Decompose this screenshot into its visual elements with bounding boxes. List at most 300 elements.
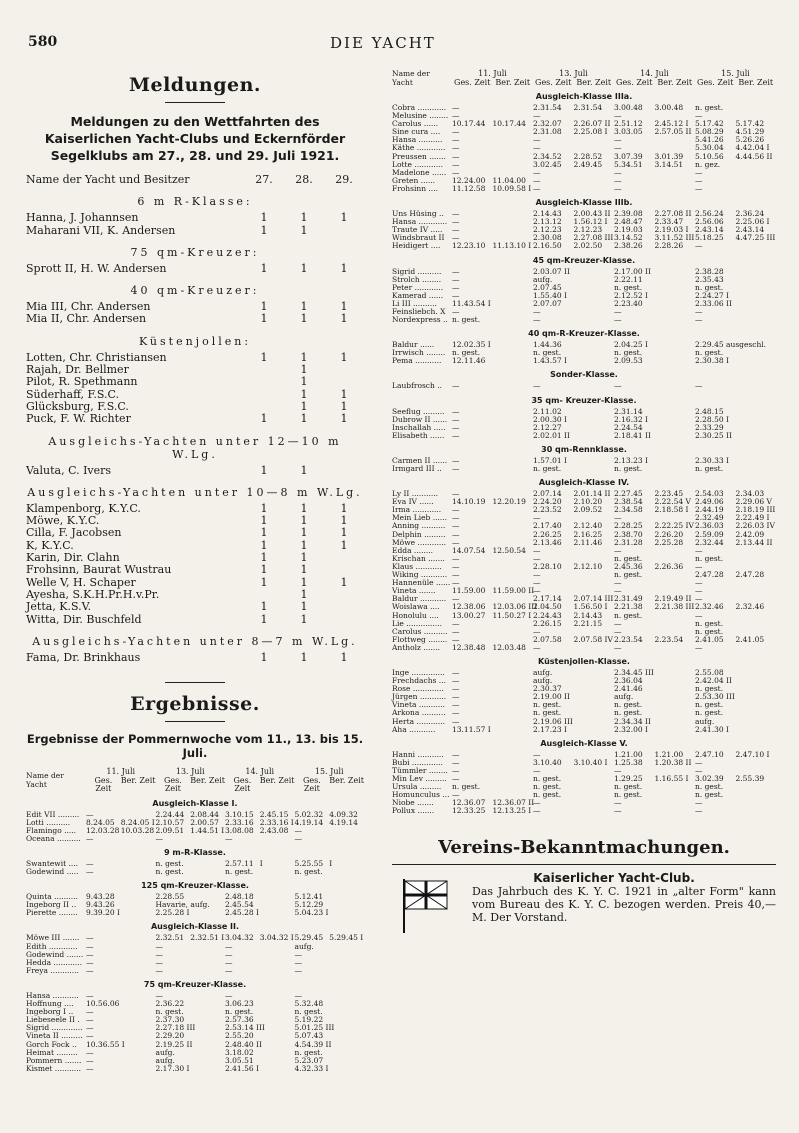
time-cell: 2.29.45 ausgeschl. <box>695 340 767 350</box>
time-cell <box>493 571 534 579</box>
class-heading: Ausgleich-Klasse I. <box>152 798 238 808</box>
time-cell <box>493 104 534 112</box>
time-cell: — <box>695 578 703 588</box>
time-cell <box>493 316 534 324</box>
time-cell: 2.19.06 III <box>533 716 573 726</box>
time-cell: 2.03.07 II <box>533 266 570 276</box>
time-cell: — <box>533 306 541 316</box>
time-cell: — <box>614 586 622 596</box>
time-cell: 2.59.09 <box>695 529 724 539</box>
day-mark: 1 <box>260 223 268 237</box>
time-cell <box>329 992 364 1000</box>
time-cell: 5.02.32 <box>294 809 324 819</box>
class-heading: 125 qm-Kreuzer-Klasse. <box>141 881 249 891</box>
time-cell <box>121 909 156 917</box>
time-cell: — <box>614 175 622 185</box>
time-cell: 8.24.05 I <box>120 817 155 827</box>
time-cell: — <box>533 570 541 580</box>
table-row <box>392 539 776 547</box>
table-row <box>392 185 776 193</box>
yacht-name: Strolch ........ <box>392 274 442 284</box>
time-cell <box>493 767 534 775</box>
time-cell <box>736 300 777 308</box>
time-cell: n. gest. <box>533 782 562 792</box>
time-cell: 2.27.45 <box>614 489 643 499</box>
time-cell: 11.13.10 I <box>492 241 532 251</box>
time-cell: 5.18.25 <box>695 233 724 243</box>
time-cell <box>655 185 696 193</box>
time-cell: 3.07.39 <box>614 151 643 161</box>
table-row <box>392 432 776 440</box>
time-cell: 2.34.58 <box>614 505 643 515</box>
yacht-name: Irrwisch ........ <box>392 348 446 358</box>
ges-label: Ges. Zeit <box>163 775 182 794</box>
time-cell <box>574 783 615 791</box>
day-mark: 1 <box>260 650 268 664</box>
time-cell <box>121 868 156 876</box>
time-cell <box>329 967 364 975</box>
yacht-owner: Fama, Dr. Brinkhaus <box>26 650 141 664</box>
entry-row <box>26 652 364 664</box>
time-cell: Havarie, aufg. <box>155 900 210 910</box>
time-cell: 12.50.54 <box>492 545 526 555</box>
time-cell: — <box>452 790 460 800</box>
time-cell <box>736 587 777 595</box>
time-cell <box>736 685 777 693</box>
class-heading: 9 m-R-Klasse. <box>164 848 226 857</box>
yacht-name: Heidigert .... <box>392 241 441 251</box>
time-cell: 2.30.37 <box>533 684 562 694</box>
time-cell: 2.19.03 <box>614 225 643 235</box>
table-row <box>392 465 776 473</box>
time-cell <box>190 967 225 975</box>
time-cell: — <box>452 151 460 161</box>
time-cell: 2.56.06 <box>695 217 724 227</box>
yacht-name: Niobe ....... <box>392 798 434 808</box>
time-cell: 2.41.05 <box>735 634 765 644</box>
time-cell: I <box>329 859 333 868</box>
time-cell <box>655 644 696 652</box>
time-cell: 2.32.46 <box>695 602 724 612</box>
time-cell <box>190 992 225 1000</box>
time-cell: n. gest. <box>695 282 724 292</box>
day-mark: 1 <box>300 575 308 589</box>
yacht-owner: Mia III, Chr. Andersen <box>26 300 151 314</box>
time-cell: 2.28.25 <box>614 521 643 531</box>
time-cell: 3.10.40 I <box>573 757 608 767</box>
time-cell <box>493 382 534 390</box>
day-mark: 1 <box>300 563 308 577</box>
time-cell <box>493 349 534 357</box>
yacht-owner: K, K.Y.C. <box>26 538 74 552</box>
time-cell: 2.17.00 II <box>614 266 651 276</box>
time-cell: 2.33.29 <box>695 422 724 432</box>
time-cell <box>655 341 696 349</box>
entry-row <box>26 313 364 325</box>
time-cell: 1.21.00 <box>614 749 643 759</box>
time-cell: — <box>452 667 460 677</box>
time-cell: 2.21.38 <box>614 602 643 612</box>
class-heading: Ausgleichs-Yachten unter 12—10 m W.Lg. <box>48 434 342 461</box>
time-cell: — <box>452 127 460 137</box>
time-cell: 2.45.12 I <box>654 119 689 129</box>
time-cell <box>574 382 615 390</box>
time-cell <box>736 612 777 620</box>
time-cell <box>736 807 777 815</box>
time-cell: — <box>155 990 163 1000</box>
time-cell: 2.32.51 I <box>190 933 225 943</box>
time-cell: 2.41.56 I <box>225 1063 259 1073</box>
time-cell <box>655 292 696 300</box>
time-cell: 2.25.06 I <box>735 217 770 227</box>
time-cell: 2.55.08 <box>695 667 724 677</box>
time-cell: — <box>614 545 622 555</box>
time-cell: 2.38.26 <box>614 241 643 251</box>
time-cell: — <box>452 561 460 571</box>
time-cell <box>655 677 696 685</box>
table-row <box>392 308 776 316</box>
time-cell: 2.45.15 <box>259 809 289 819</box>
time-cell <box>655 169 696 177</box>
time-cell: n. gest. <box>452 348 481 358</box>
day-mark: 1 <box>300 514 308 528</box>
time-cell: 2.38.28 <box>695 266 724 276</box>
time-cell <box>493 563 534 571</box>
time-cell: 5.26.26 <box>735 135 765 145</box>
time-cell: 2.08.44 <box>190 809 219 819</box>
table-row <box>392 177 776 185</box>
time-cell: 1.44.51 I <box>190 825 225 835</box>
time-cell: 2.48.18 <box>225 892 254 902</box>
time-cell: — <box>294 833 302 843</box>
day-mark: 1 <box>340 514 348 528</box>
time-cell <box>655 424 696 432</box>
time-cell: 2.14.43 <box>533 209 562 219</box>
time-cell <box>655 685 696 693</box>
time-cell: 11.43.54 I <box>452 298 491 308</box>
time-cell <box>121 1065 156 1073</box>
yacht-owner: Klampenborg, K.Y.C. <box>26 501 141 515</box>
time-cell <box>121 943 156 951</box>
time-cell <box>736 718 777 726</box>
time-cell: — <box>452 143 460 153</box>
time-cell: 5.10.56 <box>695 151 724 161</box>
time-cell: n. gest. <box>695 708 724 718</box>
time-cell: 2.07.14 <box>533 489 562 499</box>
time-cell: 2.32.00 I <box>614 724 648 734</box>
table-row <box>392 300 776 308</box>
time-cell: 2.38.70 <box>614 529 643 539</box>
date-label: 15. Juli <box>314 767 344 777</box>
time-cell <box>574 349 615 357</box>
day-mark: 1 <box>260 575 268 589</box>
time-cell: — <box>225 990 233 1000</box>
time-cell <box>736 677 777 685</box>
time-cell: 2.57.05 II <box>654 127 692 137</box>
time-cell <box>655 709 696 717</box>
time-cell: — <box>695 610 703 620</box>
yacht-name: Delphin ......... <box>392 529 446 539</box>
results-table <box>392 457 776 473</box>
day-mark: 1 <box>260 312 268 326</box>
time-cell <box>736 242 777 250</box>
time-cell: — <box>86 1055 94 1065</box>
time-cell <box>260 1032 295 1040</box>
time-cell <box>260 1008 295 1016</box>
time-cell: — <box>452 537 460 547</box>
time-cell: 12.03.06 III <box>492 602 538 612</box>
time-cell <box>655 408 696 416</box>
time-cell <box>260 868 295 876</box>
time-cell: n. gest. <box>695 782 724 792</box>
day-mark: 1 <box>300 650 308 664</box>
results-table <box>26 934 364 974</box>
time-cell <box>493 628 534 636</box>
day-mark <box>324 364 364 376</box>
day-mark <box>324 376 364 388</box>
time-cell: 3.00.48 <box>654 103 684 112</box>
time-cell: — <box>533 545 541 555</box>
day-mark: 1 <box>260 551 268 565</box>
time-cell <box>736 669 777 677</box>
time-cell <box>329 893 364 901</box>
right-column <box>392 70 776 924</box>
time-cell: 1.55.40 I <box>533 290 567 300</box>
yacht-name: Honolulu .... <box>392 610 439 620</box>
yacht-name: Preussen ....... <box>392 151 446 161</box>
time-cell: 2.34.52 <box>533 151 562 161</box>
time-cell: 2.26.07 II <box>573 119 611 129</box>
time-cell: 2.12.10 <box>573 561 603 571</box>
ber-label: Ber. Zeit <box>495 77 531 87</box>
time-cell <box>329 1065 364 1073</box>
time-cell: — <box>294 990 302 1000</box>
time-cell <box>493 783 534 791</box>
time-cell: — <box>614 513 622 523</box>
time-cell: 12.11.46 <box>452 356 486 366</box>
results-table <box>392 104 776 193</box>
time-cell: — <box>533 553 541 563</box>
time-cell: 2.47.28 <box>695 570 724 580</box>
time-cell: — <box>155 941 163 951</box>
time-cell: — <box>695 315 703 325</box>
yacht-name: Bubi ............. <box>392 757 443 767</box>
time-cell: 12.33.25 <box>452 806 486 816</box>
entry-row <box>26 614 364 626</box>
day-mark: 1 <box>300 350 308 364</box>
yacht-name: Uns Hüsing .. <box>392 209 444 219</box>
time-cell: 2.36.22 <box>155 999 185 1009</box>
time-cell <box>493 669 534 677</box>
day-mark: 1 <box>340 650 348 664</box>
class-heading: 40 qm-R-Kreuzer-Klasse. <box>528 329 640 339</box>
yacht-name: Herta ............ <box>392 716 446 726</box>
table-row <box>392 759 776 767</box>
time-cell: 5.17.42 <box>695 119 724 129</box>
time-cell: 2.24.54 <box>614 422 643 432</box>
time-cell: 2.01.14 II <box>573 489 611 499</box>
yacht-name: Godewind ....... <box>26 949 84 959</box>
time-cell: 2.28.55 <box>155 892 185 902</box>
date-label: 11. Juli <box>478 69 507 78</box>
time-cell: — <box>452 505 460 515</box>
time-cell: 2.16.25 <box>573 529 603 539</box>
time-cell: — <box>533 175 541 185</box>
day-mark: 1 <box>260 538 268 552</box>
time-cell <box>574 136 615 144</box>
time-cell: — <box>452 103 460 112</box>
time-cell: 11.59.00 II <box>492 586 535 596</box>
table-row <box>26 909 364 917</box>
time-cell: — <box>452 217 460 227</box>
entry-row <box>26 527 364 539</box>
time-cell: 2.00.57 <box>190 817 219 827</box>
time-cell: 2.19.25 II <box>155 1039 193 1049</box>
time-cell: n. gest. <box>533 700 562 710</box>
time-cell: aufg. <box>294 941 314 951</box>
time-cell <box>121 934 156 942</box>
time-cell: 2.09.53 <box>614 356 643 366</box>
time-cell <box>655 726 696 734</box>
date-label: 15. Juli <box>721 69 750 78</box>
time-cell: — <box>533 765 541 775</box>
day-mark: 1 <box>340 501 348 515</box>
time-cell <box>574 276 615 284</box>
yacht-name: Antholz ....... <box>392 642 441 652</box>
time-cell <box>493 522 534 530</box>
time-cell: 2.07.14 III <box>573 594 614 604</box>
time-cell: — <box>452 626 460 636</box>
yacht-name: Hedda ............ <box>26 957 83 967</box>
time-cell <box>655 416 696 424</box>
time-cell: n. gest. <box>225 1007 254 1017</box>
time-cell <box>260 951 295 959</box>
time-cell <box>574 308 615 316</box>
ges-label: Ges. Zeit <box>454 77 491 87</box>
day-mark: 1 <box>340 538 348 552</box>
time-cell <box>655 669 696 677</box>
table-row <box>392 726 776 734</box>
yacht-name: Dubrow II ...... <box>392 414 448 424</box>
time-cell: n. gest. <box>695 348 724 358</box>
yacht-name: Peter ............ <box>392 282 444 292</box>
time-cell: 13.00.27 <box>452 610 486 620</box>
time-cell <box>493 161 534 169</box>
day-mark: 1 <box>300 463 308 477</box>
time-cell: — <box>452 489 460 499</box>
club-flag-icon <box>400 877 450 933</box>
time-cell: — <box>452 618 460 628</box>
time-cell: 2.22.54 V <box>654 497 691 507</box>
time-cell: — <box>86 949 94 959</box>
time-cell: 2.47.28 <box>735 570 765 580</box>
time-cell <box>655 612 696 620</box>
time-cell: — <box>614 798 622 808</box>
time-cell: 1.56.50 I <box>573 602 608 612</box>
class-heading: 30 qm-Rennklasse. <box>541 444 627 454</box>
day-mark: 1 <box>300 538 308 552</box>
time-cell: — <box>86 1007 94 1017</box>
time-cell: — <box>614 143 622 153</box>
yacht-name: Sine cura .... <box>392 127 441 137</box>
yacht-name: Cobra ............ <box>392 103 447 112</box>
time-cell <box>493 408 534 416</box>
time-cell <box>190 1016 225 1024</box>
yacht-owner: Mia II, Chr. Andersen <box>26 312 147 326</box>
time-cell: 5.08.29 <box>695 127 724 137</box>
time-cell <box>736 791 777 799</box>
time-cell: 3.10.15 <box>225 809 254 819</box>
yacht-name: Pollux ....... <box>392 806 435 816</box>
day-mark: 1 <box>340 575 348 589</box>
time-cell: 1.21.00 <box>654 749 684 759</box>
yacht-owner: Pilot, R. Spethmann <box>26 375 138 389</box>
time-cell: n. gest. <box>614 708 643 718</box>
day-mark <box>324 589 364 601</box>
yacht-name: Hansa ............ <box>392 217 448 227</box>
time-cell: — <box>452 455 460 465</box>
time-cell <box>736 579 777 587</box>
time-cell: — <box>155 833 163 843</box>
time-cell: — <box>614 315 622 325</box>
time-cell: — <box>452 749 460 759</box>
day-mark <box>244 376 284 388</box>
time-cell: 2.10.20 <box>573 497 603 507</box>
time-cell: 5.04.23 I <box>294 908 329 918</box>
day-mark <box>324 225 364 237</box>
time-cell: — <box>614 626 622 636</box>
time-cell <box>493 751 534 759</box>
time-cell: — <box>695 381 703 391</box>
time-cell: 2.33.47 <box>654 217 684 227</box>
class-heading: Küstenjollen-Klasse. <box>538 656 630 666</box>
time-cell <box>493 292 534 300</box>
time-cell: — <box>533 183 541 193</box>
time-cell: 2.44.19 <box>695 505 724 515</box>
time-cell: 2.28.50 I <box>695 414 729 424</box>
time-cell: n. gest. <box>614 553 643 563</box>
time-cell: 4.19.14 <box>294 817 324 827</box>
table-row <box>26 1065 364 1073</box>
class-heading: Ausgleichs-Yachten unter 8—7 m W.Lg. <box>32 634 358 648</box>
time-cell: — <box>452 430 460 440</box>
time-cell: 1.20.38 II <box>654 757 692 767</box>
yacht-name: Irma ............ <box>392 505 442 515</box>
time-cell: 2.54.03 <box>695 489 724 499</box>
time-cell <box>736 457 777 465</box>
time-cell: 2.13.23 I <box>614 455 648 465</box>
day-mark: 1 <box>260 526 268 540</box>
yacht-name: Inge .............. <box>392 667 445 677</box>
time-cell <box>736 185 777 193</box>
time-cell: 2.43.14 <box>735 225 765 235</box>
time-cell <box>493 693 534 701</box>
time-cell: — <box>294 965 302 975</box>
time-cell <box>493 726 534 734</box>
time-cell: 12.36.07 <box>452 798 486 808</box>
time-cell: — <box>452 414 460 424</box>
time-cell: 2.12.23 <box>573 225 603 235</box>
day-mark: 1 <box>340 300 348 314</box>
time-cell <box>574 424 615 432</box>
yacht-owner: Glücksburg, F.S.C. <box>26 399 129 413</box>
time-cell: — <box>86 833 94 843</box>
time-cell: 3.03.05 <box>614 127 643 137</box>
time-cell: — <box>452 765 460 775</box>
yacht-owner: Karin, Dir. Clahn <box>26 551 120 565</box>
time-cell: 12.38.06 <box>452 602 486 612</box>
time-cell <box>121 860 156 868</box>
